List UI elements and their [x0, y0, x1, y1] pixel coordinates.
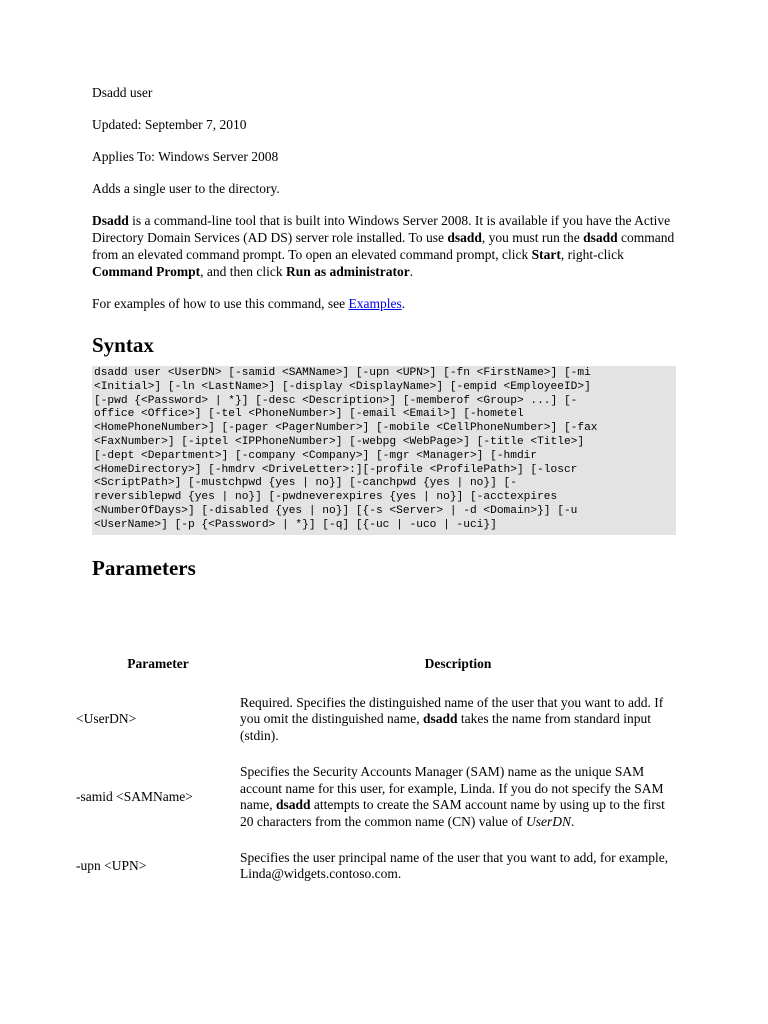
syntax-line: [-dept <Department>] [-company <Company>] [-mgr <Manager>] [-hmdir [94, 449, 538, 462]
table-row [76, 764, 676, 850]
intro-bold-run-as-admin: Run as administrator [286, 264, 410, 279]
intro-bold-dsadd: Dsadd [92, 213, 129, 228]
intro-text-1: is a command-line tool that is built into Windows Server 2008. It is available if you have the Active Directory Domain Services (AD DS) server role installed. To use [92, 213, 671, 245]
param-description: Specifies the user principal name of the user that you want to add, for example, Linda@widgets.contoso.com. [240, 849, 669, 882]
desc-bold-dsadd: dsadd [422, 711, 458, 727]
column-header-parameter: Parameter [127, 656, 189, 671]
column-header-description: Description [424, 656, 492, 671]
intro-paragraph [92, 212, 676, 280]
examples-paragraph [92, 295, 676, 312]
intro-bold-dsadd-2: dsadd [447, 230, 482, 245]
desc-text: Specifies the Security Accounts Manager (SAM) name as the unique SAM account name for this user, for example, Linda. If you do not specify the SAM name, [240, 763, 664, 813]
table-row [76, 695, 676, 764]
intro-bold-dsadd-3: dsadd [583, 230, 618, 245]
parameters-heading: Parameters [92, 555, 196, 580]
syntax-line: <HomePhoneNumber>] [-pager <PagerNumber>] [-mobile <CellPhoneNumber>] [-fax [94, 422, 598, 435]
syntax-line: <UserName>] [-p {<Password> | *}] [-q] [{-uc | -uco | -uci}] [94, 518, 497, 531]
syntax-line: reversiblepwd {yes | no}] [-pwdneverexpires {yes | no}] [-acctexpires [94, 491, 558, 504]
syntax-line: [-pwd {<Password> | *}] [-desc <Description>] [-memberof <Group> ...] [- [94, 394, 578, 407]
param-description [240, 764, 676, 850]
desc-italic-userdn: UserDN [526, 813, 572, 829]
desc-text: Required. Specifies the distinguished name of the user that you want to add. If you omit the distinguished name, [240, 694, 664, 727]
table-row [76, 850, 676, 902]
desc-text: . [571, 813, 575, 829]
intro-text-6: . [409, 264, 414, 279]
param-name: -samid <SAMName> [76, 788, 193, 804]
table-header-row [76, 656, 676, 695]
document-body [92, 84, 676, 589]
examples-suffix: . [401, 296, 406, 311]
syntax-line: <NumberOfDays>] [-disabled {yes | no}] [{-s <Server> | -d <Domain>}] [-u [94, 504, 578, 517]
desc-bold-dsadd: dsadd [276, 797, 311, 813]
param-name: -upn <UPN> [76, 857, 147, 873]
syntax-line: <ScriptPath>] [-mustchpwd {yes | no}] [-canchpwd {yes | no}] [- [94, 477, 517, 490]
syntax-heading: Syntax [92, 333, 154, 357]
parameters-table [76, 656, 676, 902]
param-description [240, 695, 676, 764]
syntax-line: <FaxNumber>] [-iptel <IPPhoneNumber>] [-webpg <WebPage>] [-title <Title>] [94, 435, 585, 448]
syntax-code-block [92, 366, 676, 535]
intro-text-5: , and then click [200, 264, 286, 279]
desc-text: attempts to create the SAM account name by using up to the first 20 characters from the common name (CN) value of [240, 797, 665, 829]
intro-bold-command-prompt: Command Prompt [92, 264, 201, 279]
intro-bold-start: Start [531, 247, 561, 262]
document-title: Dsadd user [92, 85, 153, 100]
syntax-line: <HomeDirectory>] [-hmdrv <DriveLetter>:][-profile <ProfilePath>] [-loscr [94, 463, 578, 476]
intro-text-3: command from an elevated command prompt. To open an elevated command prompt, click [92, 230, 675, 262]
syntax-line: <Initial>] [-ln <LastName>] [-display <DisplayName>] [-empid <EmployeeID>] [94, 380, 591, 393]
summary: Adds a single user to the directory. [92, 181, 280, 196]
updated-date: Updated: September 7, 2010 [92, 117, 247, 132]
desc-text: takes the name from standard input (stdin). [240, 711, 651, 744]
examples-link[interactable]: Examples [348, 296, 402, 311]
examples-prefix: For examples of how to use this command, see [92, 296, 349, 311]
syntax-line: dsadd user <UserDN> [-samid <SAMName>] [-upn <UPN>] [-fn <FirstName>] [-mi [94, 367, 591, 379]
applies-to: Applies To: Windows Server 2008 [92, 149, 279, 164]
syntax-line: office <Office>] [-tel <PhoneNumber>] [-email <Email>] [-hometel [94, 408, 524, 421]
param-name: <UserDN> [76, 711, 137, 727]
intro-text-2: , you must run the [481, 230, 584, 245]
intro-text-4: , right-click [560, 247, 624, 262]
